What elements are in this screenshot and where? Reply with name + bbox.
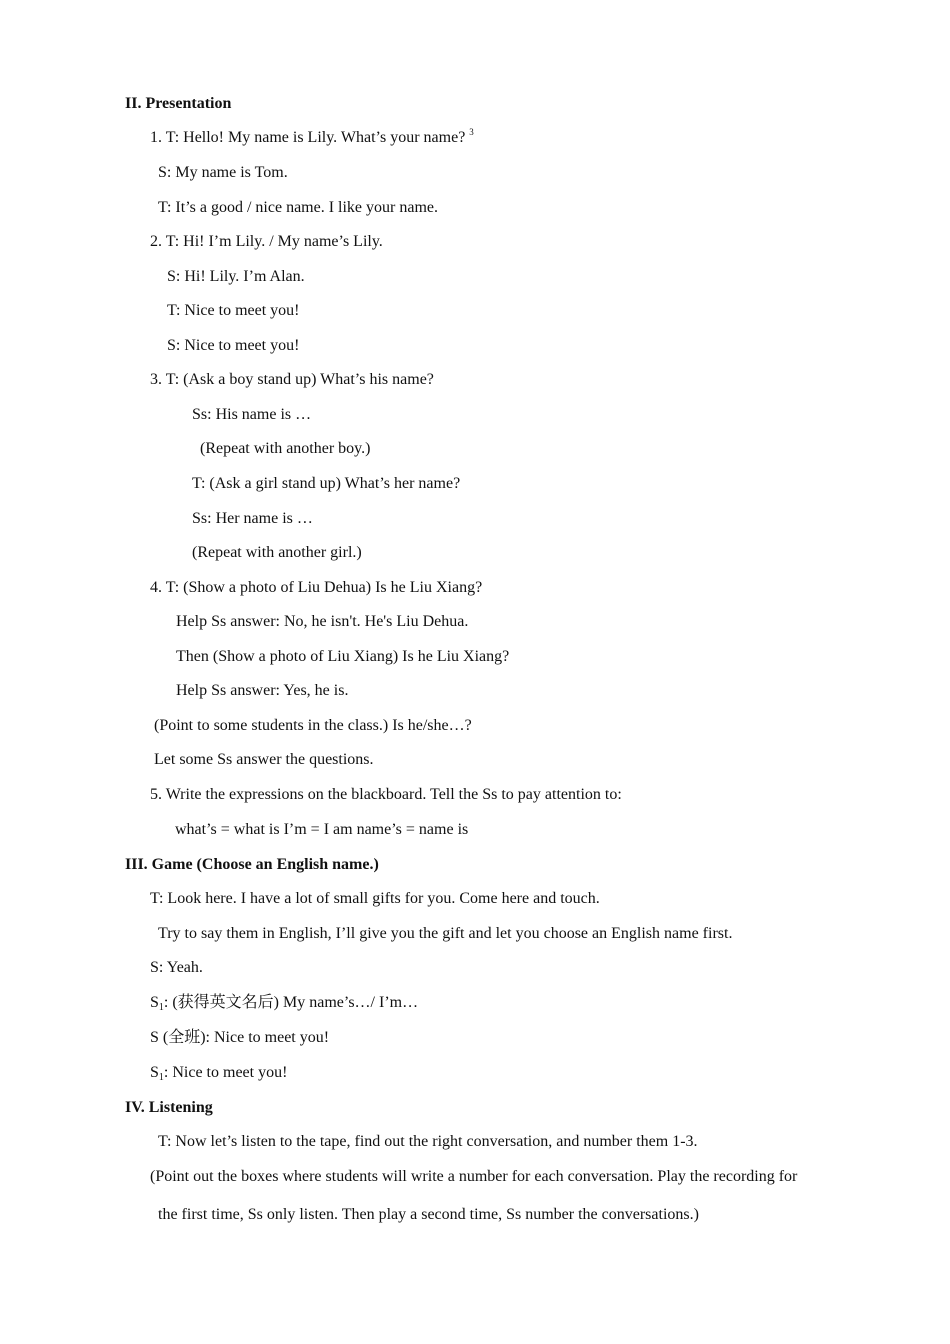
presentation-item5-line: 5. Write the expressions on the blackboard. Tell the Ss to pay attention to: [150, 786, 622, 803]
game-teacher-line-1: T: Look here. I have a lot of small gifts for you. Come here and touch. [150, 890, 600, 907]
footnote-marker: 3 [469, 127, 474, 137]
game-student1-line [150, 993, 418, 1013]
presentation-item4-help-answer-2: Help Ss answer: Yes, he is. [176, 682, 349, 699]
speaker-subscript: 1 [158, 1002, 164, 1013]
presentation-item4-teacher-line: 4. T: (Show a photo of Liu Dehua) Is he Liu Xiang? [150, 579, 483, 596]
presentation-item3-students-girl: Ss: Her name is … [192, 510, 313, 527]
speaker-label: S [150, 1064, 159, 1081]
line-text: : (获得英文名后) My name’s…/ I’m… [163, 994, 419, 1011]
presentation-item3-teacher-line: 3. T: (Ask a boy stand up) What’s his name? [150, 371, 434, 388]
presentation-item2-student-reply: S: Nice to meet you! [167, 337, 300, 354]
line-text: : Nice to meet you! [163, 1064, 288, 1081]
game-teacher-line-2: Try to say them in English, I’ll give you the gift and let you choose an English name first. [158, 925, 733, 942]
presentation-item4-let-line: Let some Ss answer the questions. [154, 751, 374, 768]
presentation-item3-repeat-boy: (Repeat with another boy.) [200, 440, 371, 457]
listening-note-line-1: (Point out the boxes where students will write a number for each conversation. Play the recording for [150, 1168, 798, 1185]
listening-note-line-2: the first time, Ss only listen. Then play a second time, Ss number the conversations.) [158, 1206, 699, 1223]
presentation-item1-teacher-line [150, 128, 474, 148]
section-heading-game: III. Game (Choose an English name.) [125, 856, 379, 873]
presentation-item3-repeat-girl: (Repeat with another girl.) [192, 544, 362, 561]
listening-teacher-line: T: Now let’s listen to the tape, find out the right conversation, and number them 1-3. [158, 1133, 698, 1150]
game-class-line: S (全班): Nice to meet you! [150, 1029, 330, 1046]
section-heading-presentation: II. Presentation [125, 95, 232, 112]
presentation-item5-expressions: what’s = what is I’m = I am name’s = name is [175, 821, 469, 838]
presentation-item4-point-line: (Point to some students in the class.) Is he/she…? [154, 717, 472, 734]
presentation-item4-then-line: Then (Show a photo of Liu Xiang) Is he Liu Xiang? [176, 648, 510, 665]
presentation-item1-teacher-reply: T: It’s a good / nice name. I like your name. [158, 199, 439, 216]
game-student1-reply [150, 1063, 287, 1083]
presentation-item2-student-line: S: Hi! Lily. I’m Alan. [167, 268, 305, 285]
speaker-label: S [150, 994, 159, 1011]
presentation-item3-teacher-girl: T: (Ask a girl stand up) What’s her name? [192, 475, 461, 492]
presentation-item3-students-line: Ss: His name is … [192, 406, 312, 423]
line-text: 1. T: Hello! My name is Lily. What’s your name? [150, 129, 466, 146]
presentation-item1-student-line: S: My name is Tom. [158, 164, 288, 181]
presentation-item2-teacher-line: 2. T: Hi! I’m Lily. / My name’s Lily. [150, 233, 383, 250]
presentation-item4-help-answer-1: Help Ss answer: No, he isn't. He's Liu Dehua. [176, 613, 469, 630]
game-student-yeah: S: Yeah. [150, 959, 203, 976]
section-heading-listening: IV. Listening [125, 1099, 213, 1116]
speaker-subscript: 1 [158, 1072, 164, 1083]
presentation-item2-teacher-reply: T: Nice to meet you! [167, 302, 300, 319]
